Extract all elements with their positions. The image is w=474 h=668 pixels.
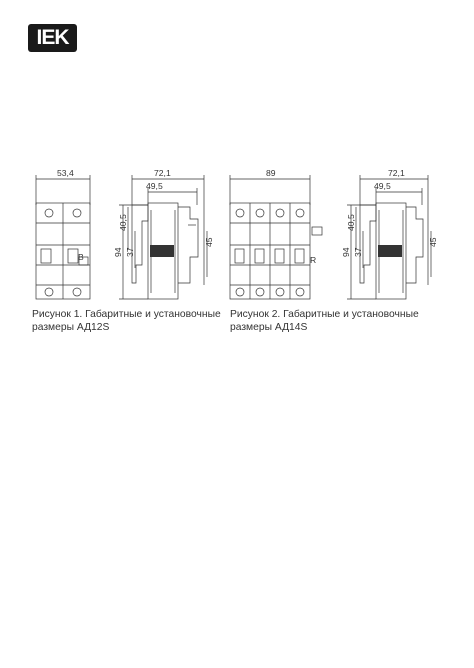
dim-40-5-label: 40,5 — [118, 214, 128, 231]
front-width-label: 89 — [266, 168, 276, 178]
caption-line-1: Рисунок 2. Габаритные и установочные — [230, 309, 419, 320]
side-label-plate — [378, 245, 402, 257]
figure-1-drawing — [30, 165, 230, 305]
side-label-plate — [150, 245, 174, 257]
caption-line-1: Рисунок 1. Габаритные и установочные — [32, 309, 221, 320]
front-width-label: 53,4 — [57, 168, 74, 178]
dim-45-label: 45 — [204, 237, 214, 247]
front-marker-label: B — [78, 252, 84, 262]
dim-45-label: 45 — [428, 237, 438, 247]
dim-94-label: 94 — [113, 247, 123, 257]
caption-line-2: размеры АД12S — [32, 321, 110, 333]
iek-logo — [28, 24, 77, 52]
side-depth2-label: 49,5 — [146, 181, 163, 191]
logo-text: IEK — [36, 26, 69, 49]
side-depth-label: 72,1 — [154, 168, 171, 178]
figure-2-drawing — [228, 165, 438, 305]
side-depth-label: 72,1 — [388, 168, 405, 178]
front-marker-label: R — [310, 255, 317, 265]
side-depth2-label: 49,5 — [374, 181, 391, 191]
dim-37-label: 37 — [353, 247, 363, 257]
dim-40-5-label: 40,5 — [346, 214, 356, 231]
figure-2-caption — [230, 309, 440, 334]
figure-2-svg — [228, 165, 438, 305]
dim-37-label: 37 — [125, 247, 135, 257]
figure-1-caption — [32, 309, 242, 334]
figure-1-svg — [30, 165, 230, 305]
dim-94-label: 94 — [341, 247, 351, 257]
caption-line-2: размеры АД14S — [230, 321, 308, 333]
